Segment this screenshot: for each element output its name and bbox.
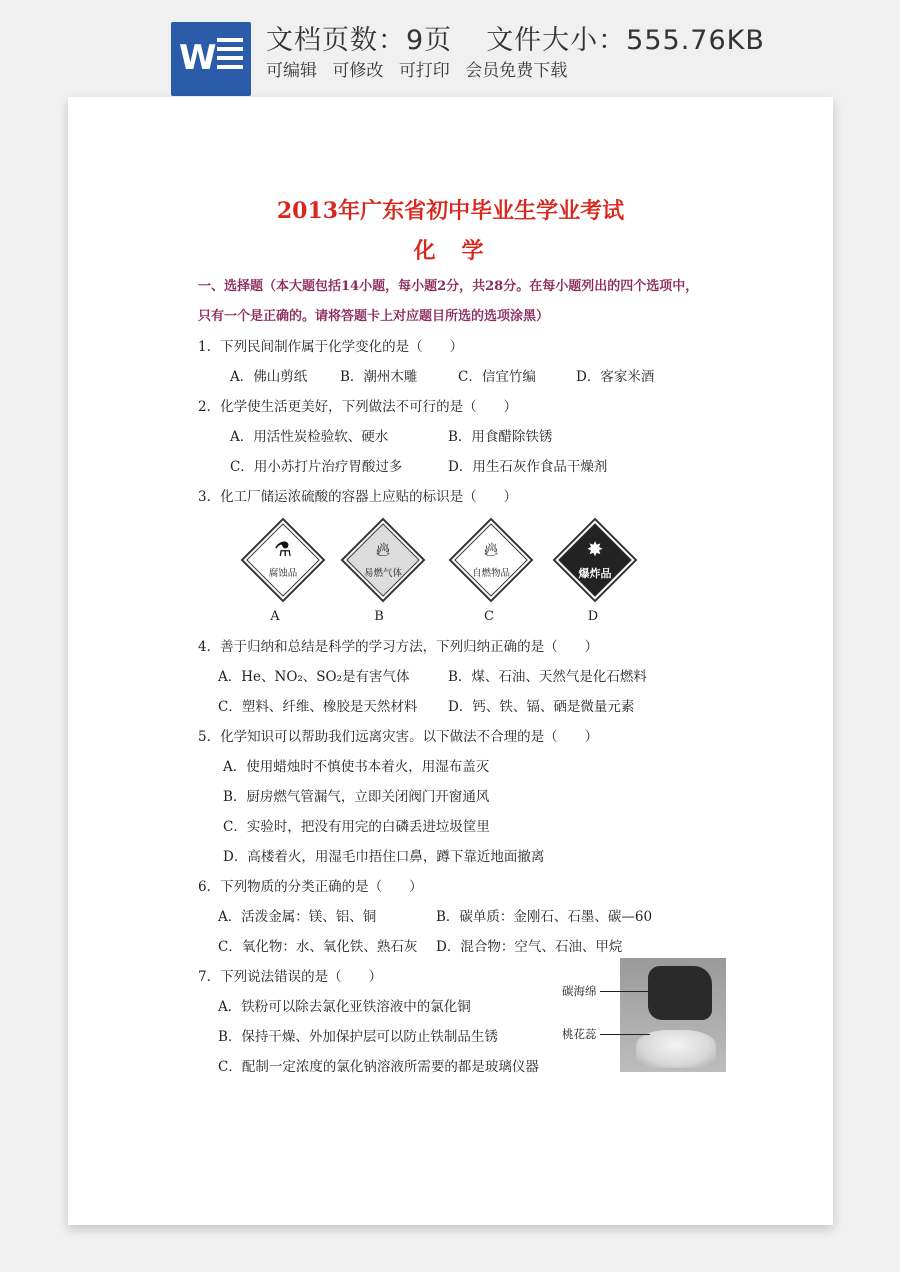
q6-option-a: A．活泼金属：镁、铝、铜 bbox=[218, 909, 377, 925]
flame-icon: 🔥︎ bbox=[483, 537, 499, 561]
document-page bbox=[68, 97, 833, 1225]
q1-option-d: D．客家米酒 bbox=[576, 369, 655, 385]
sign-letter-c: C bbox=[484, 609, 494, 624]
q4-option-b: B．煤、石油、天然气是化石燃料 bbox=[448, 669, 647, 685]
question-3: 3．化工厂储运浓硫酸的容器上应贴的标识是（ ） bbox=[198, 489, 518, 505]
flammable-gas-sign: 🔥︎ 易燃气体 bbox=[340, 517, 426, 603]
photo-label-flower-stamen: 桃花蕊 bbox=[562, 1027, 597, 1041]
exam-subject: 化学 bbox=[413, 238, 510, 264]
carbon-sponge-photo bbox=[620, 958, 726, 1072]
question-5: 5．化学知识可以帮助我们远离灾害。以下做法不合理的是（ ） bbox=[198, 729, 599, 745]
q1-option-c: C．信宜竹编 bbox=[458, 369, 536, 385]
q7-option-a: A．铁粉可以除去氯化亚铁溶液中的氯化铜 bbox=[218, 999, 471, 1015]
q7-option-b: B．保持干燥、外加保护层可以防止铁制品生锈 bbox=[218, 1029, 498, 1045]
q5-option-d: D．高楼着火，用湿毛巾捂住口鼻，蹲下靠近地面撤离 bbox=[223, 849, 545, 865]
feature-list bbox=[266, 56, 577, 81]
sign-letter-b: B bbox=[374, 609, 384, 624]
word-doc-icon: W bbox=[171, 22, 251, 96]
q5-option-c: C．实验时，把没有用完的白磷丢进垃圾筐里 bbox=[223, 819, 490, 835]
spontaneous-combustion-sign: 🔥︎ 自燃物品 bbox=[448, 517, 534, 603]
explosion-icon: ✸ bbox=[586, 537, 604, 561]
feature-printable: 可打印 bbox=[398, 61, 450, 81]
q2-option-d: D．用生石灰作食品干燥剂 bbox=[448, 459, 608, 475]
explosive-sign: ✸ 爆炸品 bbox=[552, 517, 638, 603]
exam-title: 2013年广东省初中毕业生学业考试 bbox=[276, 198, 625, 224]
question-2: 2．化学使生活更美好，下列做法不可行的是（ ） bbox=[198, 399, 518, 415]
question-7: 7．下列说法错误的是（ ） bbox=[198, 969, 383, 985]
file-meta bbox=[266, 18, 765, 57]
section-instructions-line1: 一、选择题（本大题包括14小题，每小题2分，共28分。在每小题列出的四个选项中， bbox=[198, 279, 699, 294]
download-header bbox=[0, 0, 900, 98]
question-6: 6．下列物质的分类正确的是（ ） bbox=[198, 879, 423, 895]
sign-letter-a: A bbox=[270, 609, 280, 624]
q5-option-a: A．使用蜡烛时不慎使书本着火，用湿布盖灭 bbox=[223, 759, 490, 775]
q6-option-d: D．混合物：空气、石油、甲烷 bbox=[436, 939, 623, 955]
flame-icon: 🔥︎ bbox=[375, 537, 391, 561]
q4-option-a: A．He、NO₂、SO₂是有害气体 bbox=[218, 669, 410, 685]
sign-letter-d: D bbox=[587, 609, 599, 624]
corrosive-icon: ⚗ bbox=[274, 537, 292, 561]
feature-editable: 可编辑 bbox=[266, 61, 317, 81]
q1-option-a: A．佛山剪纸 bbox=[230, 369, 308, 385]
q6-option-c: C．氧化物：水、氧化铁、熟石灰 bbox=[218, 939, 418, 955]
question-4: 4．善于归纳和总结是科学的学习方法，下列归纳正确的是（ ） bbox=[198, 639, 599, 655]
corrosive-sign: ⚗ 腐蚀品 bbox=[240, 517, 326, 603]
q4-option-d: D．钙、铁、镉、硒是微量元素 bbox=[448, 699, 635, 715]
q6-option-b: B．碳单质：金刚石、石墨、碳—60 bbox=[436, 909, 653, 925]
question-1: 1．下列民间制作属于化学变化的是（ ） bbox=[198, 339, 464, 355]
hazard-signs bbox=[240, 517, 670, 627]
label-line bbox=[600, 1034, 650, 1035]
q2-option-b: B．用食醋除铁锈 bbox=[448, 429, 553, 445]
section-instructions-line2: 只有一个是正确的。请将答题卡上对应题目所选的选项涂黑） bbox=[198, 309, 550, 324]
q1-option-b: B．潮州木雕 bbox=[340, 369, 418, 385]
label-line bbox=[600, 991, 650, 992]
q2-option-a: A．用活性炭检验软、硬水 bbox=[230, 429, 389, 445]
q7-option-c: C．配制一定浓度的氯化钠溶液所需要的都是玻璃仪器 bbox=[218, 1059, 539, 1075]
page-count: 文档页数：9页 bbox=[266, 25, 453, 56]
photo-label-carbon-sponge: 碳海绵 bbox=[562, 984, 597, 998]
feature-modifiable: 可修改 bbox=[332, 61, 384, 81]
q5-option-b: B．厨房燃气管漏气，立即关闭阀门开窗通风 bbox=[223, 789, 490, 805]
file-size: 文件大小：555.76KB bbox=[486, 25, 765, 56]
q4-option-c: C．塑料、纤维、橡胶是天然材料 bbox=[218, 699, 418, 715]
feature-member-download[interactable]: 会员免费下载 bbox=[465, 61, 568, 81]
q2-option-c: C．用小苏打片治疗胃酸过多 bbox=[230, 459, 403, 475]
